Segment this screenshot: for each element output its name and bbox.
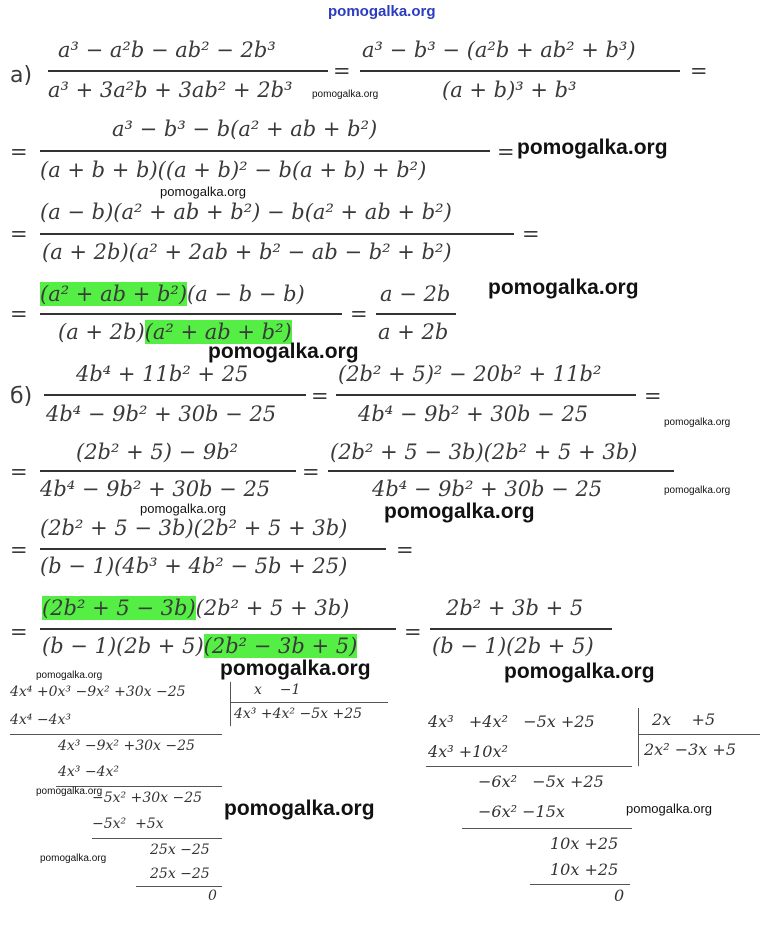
watermark-small: pomogalka.org (36, 670, 103, 681)
equals-sign: = (396, 538, 414, 562)
equals-sign: = (497, 140, 515, 164)
watermark-mid: pomogalka.org (626, 801, 712, 816)
equals-sign: = (302, 460, 320, 484)
part-a-label: а) (10, 63, 33, 88)
a-line4-numerator (40, 282, 305, 306)
equals-sign: = (10, 620, 28, 644)
division2-dividend: 4x³ +4x² −5x +25 (428, 712, 595, 731)
division2-row: −6x² −15x (478, 802, 565, 821)
part-b-label: б) (10, 384, 33, 409)
division2-row: 10x +25 (550, 860, 619, 879)
watermark-large: pomogalka.org (488, 276, 639, 299)
division2-row: −6x² −5x +25 (478, 772, 604, 791)
division1-rule (10, 734, 222, 735)
division2-divisor: 2x +5 (652, 710, 716, 729)
division1-row: 4x³ −9x² +30x −25 (58, 738, 195, 754)
watermark-small: pomogalka.org (312, 89, 379, 100)
numerator-rest: (2b² + 5 + 3b) (195, 596, 350, 620)
b-line3-numerator: (2b² + 5 − 3b)(2b² + 5 + 3b) (40, 516, 348, 540)
division2-row: 4x³ +10x² (428, 742, 508, 761)
equals-sign: = (10, 460, 28, 484)
b-line4-numerator (42, 596, 349, 620)
fraction-bar (430, 628, 612, 630)
a-line2-numerator: a³ − b³ − b(a² + ab + b²) (112, 117, 378, 141)
b-line1-denominator: 4b⁴ − 9b² + 30b − 25 (46, 402, 277, 426)
watermark-large: pomogalka.org (208, 340, 359, 363)
equals-sign: = (644, 384, 662, 408)
watermark-large: pomogalka.org (224, 797, 375, 820)
division1-row: −5x² +30x −25 (92, 790, 203, 806)
watermark-small: pomogalka.org (40, 853, 107, 864)
division2-divisor-rule (638, 734, 760, 735)
division2-vertical-rule (638, 708, 639, 766)
division2-rule (462, 828, 632, 829)
fraction-bar (40, 233, 514, 235)
division1-vertical-rule (230, 682, 231, 726)
division2-quotient: 2x² −3x +5 (644, 740, 737, 759)
division1-quotient: 4x³ +4x² −5x +25 (234, 706, 363, 722)
division1-remainder: 0 (208, 888, 217, 904)
fraction-bar (48, 70, 328, 72)
watermark-mid: pomogalka.org (160, 184, 246, 199)
division1-dividend: 4x⁴ +0x³ −9x² +30x −25 (10, 684, 186, 700)
fraction-bar (360, 70, 680, 72)
b-line2-numerator-2: (2b² + 5 − 3b)(2b² + 5 + 3b) (330, 440, 638, 464)
a-line1-denominator: a³ + 3a²b + 3ab² + 2b³ (48, 78, 293, 102)
a-line1-numerator-2: a³ − b³ − (a²b + ab² + b³) (362, 38, 636, 62)
division1-row: −5x² +5x (92, 816, 164, 832)
fraction-bar (328, 470, 674, 472)
highlight-cancel: (a² + ab + b²) (40, 282, 188, 306)
equals-sign: = (690, 59, 708, 83)
watermark-large: pomogalka.org (504, 660, 655, 683)
fraction-bar (40, 628, 396, 630)
b-line4-denominator (42, 634, 357, 658)
fraction-bar (376, 313, 456, 315)
division2-rule (426, 766, 632, 767)
b-line3-denominator: (b − 1)(4b³ + 4b² − 5b + 25) (40, 554, 348, 578)
highlight-cancel: (2b² − 3b + 5) (203, 634, 358, 658)
watermark-top: pomogalka.org (328, 3, 436, 20)
equals-sign: = (10, 538, 28, 562)
watermark-small: pomogalka.org (36, 786, 103, 797)
fraction-bar (40, 548, 386, 550)
fraction-bar (44, 394, 306, 396)
division1-divisor-rule (230, 702, 388, 703)
b-line2-denominator-2: 4b⁴ − 9b² + 30b − 25 (372, 477, 603, 501)
b-result-numerator: 2b² + 3b + 5 (446, 596, 584, 620)
equals-sign: = (404, 620, 422, 644)
equals-sign: = (10, 222, 28, 246)
a-line1-numerator: a³ − a²b − ab² − 2b³ (58, 38, 276, 62)
watermark-large: pomogalka.org (384, 500, 535, 523)
equals-sign: = (350, 302, 368, 326)
division1-row: 4x³ −4x² (58, 764, 120, 780)
division1-rule (92, 838, 222, 839)
division2-row: 10x +25 (550, 834, 619, 853)
division1-row: 25x −25 (150, 866, 210, 882)
watermark-large: pomogalka.org (517, 136, 668, 159)
division1-divisor: x −1 (254, 682, 301, 698)
denominator-pre: (a + 2b) (58, 320, 145, 344)
b-line1-denominator-2: 4b⁴ − 9b² + 30b − 25 (358, 402, 589, 426)
equals-sign: = (10, 302, 28, 326)
denominator-pre: (b − 1)(2b + 5) (42, 634, 204, 658)
a-line3-denominator: (a + 2b)(a² + 2ab + b² − ab − b² + b²) (42, 240, 452, 264)
fraction-bar (40, 313, 342, 315)
a-line3-numerator: (a − b)(a² + ab + b²) − b(a² + ab + b²) (40, 200, 452, 224)
a-line2-denominator: (a + b + b)((a + b)² − b(a + b) + b²) (40, 158, 427, 182)
division2-rule (530, 884, 630, 885)
a-line1-denominator-2: (a + b)³ + b³ (442, 78, 577, 102)
numerator-rest: (a − b − b) (187, 282, 305, 306)
b-line2-numerator: (2b² + 5) − 9b² (76, 440, 239, 464)
division2-remainder: 0 (614, 886, 625, 905)
equals-sign: = (311, 384, 329, 408)
highlight-cancel: (a² + ab + b²) (144, 320, 292, 344)
a-result-denominator: a + 2b (378, 320, 449, 344)
division1-row: 25x −25 (150, 842, 210, 858)
b-line1-numerator-2: (2b² + 5)² − 20b² + 11b² (338, 362, 602, 386)
b-line2-denominator: 4b⁴ − 9b² + 30b − 25 (40, 477, 271, 501)
equals-sign: = (333, 59, 351, 83)
a-result-numerator: a − 2b (380, 282, 451, 306)
fraction-bar (40, 150, 490, 152)
fraction-bar (336, 394, 636, 396)
division1-rule (136, 886, 222, 887)
b-line1-numerator: 4b⁴ + 11b² + 25 (76, 362, 249, 386)
division1-row: 4x⁴ −4x³ (10, 712, 72, 728)
b-result-denominator: (b − 1)(2b + 5) (432, 634, 594, 658)
equals-sign: = (10, 140, 28, 164)
watermark-mid: pomogalka.org (140, 501, 226, 516)
fraction-bar (40, 470, 296, 472)
highlight-cancel: (2b² + 5 − 3b) (42, 596, 196, 620)
watermark-large: pomogalka.org (220, 657, 371, 680)
watermark-small: pomogalka.org (664, 485, 731, 496)
equals-sign: = (522, 222, 540, 246)
watermark-small: pomogalka.org (664, 417, 731, 428)
